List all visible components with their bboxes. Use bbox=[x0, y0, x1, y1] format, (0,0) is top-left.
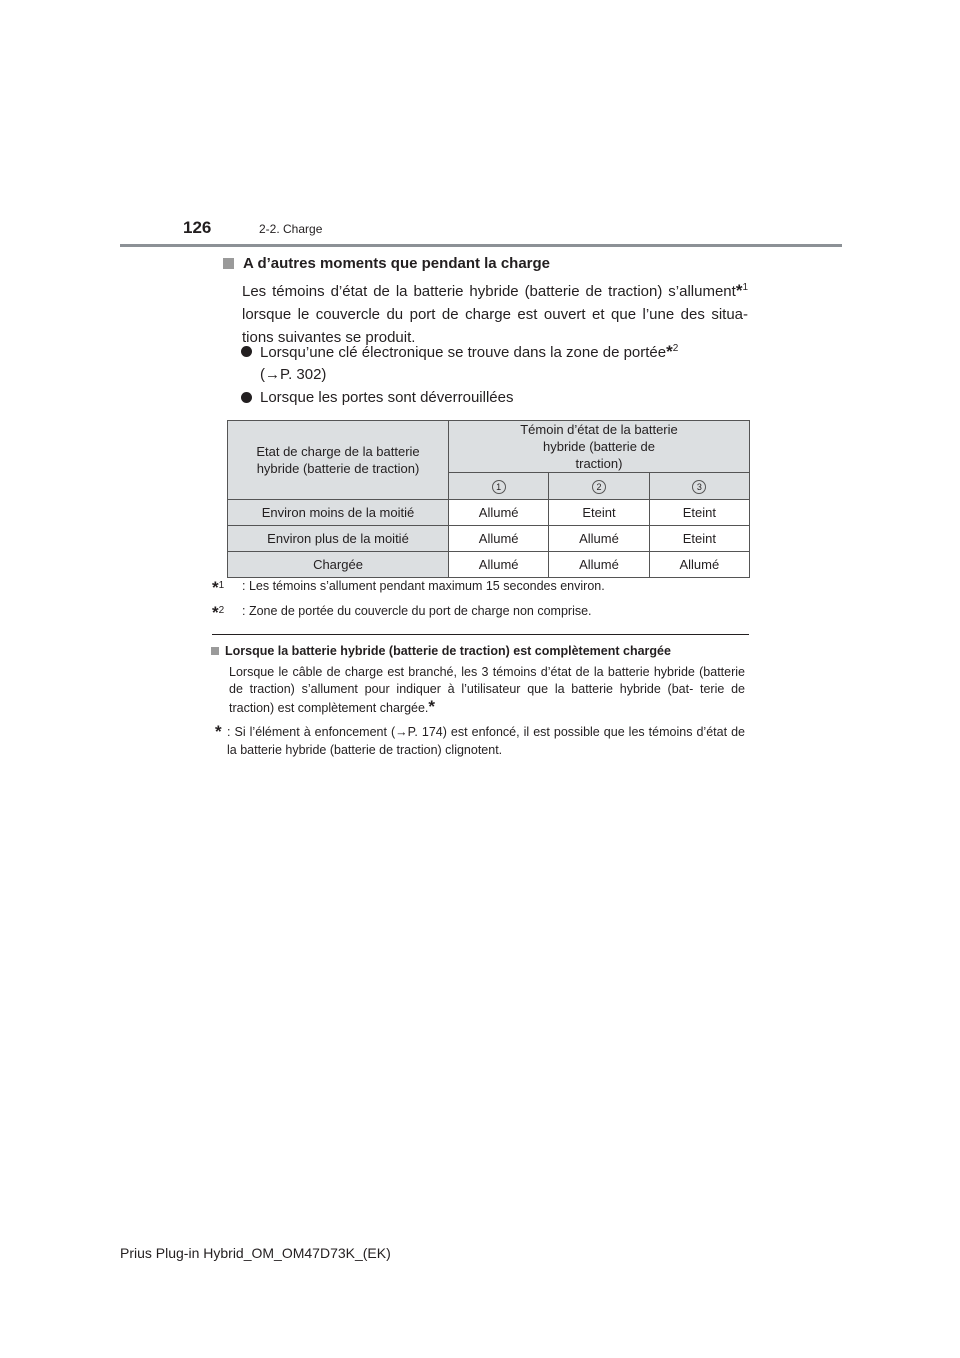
footnote-item bbox=[212, 602, 592, 623]
asterisk-icon: * bbox=[212, 578, 219, 598]
table-cell: Allumé bbox=[449, 500, 549, 526]
table-cell: Allumé bbox=[449, 526, 549, 552]
info-paragraph bbox=[229, 664, 745, 717]
table-cell: Allumé bbox=[549, 526, 649, 552]
intro-paragraph bbox=[242, 279, 748, 349]
footnote-item bbox=[212, 577, 605, 598]
indicator-number-cell bbox=[449, 473, 549, 500]
section-divider bbox=[212, 634, 749, 635]
status-table bbox=[227, 420, 750, 578]
footnote-number: 2 bbox=[218, 605, 225, 616]
section-label: 2-2. Charge bbox=[259, 222, 323, 236]
footnote-item bbox=[215, 723, 745, 759]
list-item bbox=[241, 340, 678, 364]
document-footer: Prius Plug-in Hybrid_OM_OM47D73K_(EK) bbox=[120, 1245, 391, 1261]
info-text: Lorsque le câble de charge est branché, les 3 témoins d’état de la batterie hybride (batterie de traction) s’allument pour indiquer à l’utilisateur que la batterie hybride (bat- terie de traction) est complètement chargée. bbox=[229, 665, 745, 715]
table-cell: Allumé bbox=[449, 552, 549, 578]
list-item-text bbox=[260, 340, 678, 364]
indicator-number-cell bbox=[649, 473, 749, 500]
intro-text-part2: lorsque le couvercle du port de charge est ouvert et que l’une des situa- tions suivantes se produit. bbox=[242, 306, 748, 346]
page-number: 126 bbox=[183, 218, 212, 237]
row-header-cell: Environ moins de la moitié bbox=[228, 500, 449, 526]
asterisk-icon: * bbox=[735, 281, 743, 300]
column-header-state: Etat de charge de la batterie hybride (batterie de traction) bbox=[228, 421, 449, 500]
footnote-ref: 1 bbox=[742, 282, 748, 293]
table-row bbox=[228, 526, 750, 552]
list-item-label: Lorsqu’une clé électronique se trouve dans la zone de portée bbox=[260, 344, 667, 361]
table-cell: Allumé bbox=[649, 552, 749, 578]
square-bullet-icon bbox=[223, 258, 234, 269]
section-heading-text: A d’autres moments que pendant la charge bbox=[243, 255, 551, 272]
section-heading bbox=[211, 644, 671, 658]
section-heading-text: Lorsque la batterie hybride (batterie de traction) est complètement chargée bbox=[225, 644, 671, 658]
footnote-number: 1 bbox=[218, 580, 225, 591]
row-header-cell: Chargée bbox=[228, 552, 449, 578]
row-header-cell: Environ plus de la moitié bbox=[228, 526, 449, 552]
asterisk-icon: * bbox=[212, 603, 219, 623]
bullet-icon bbox=[241, 392, 252, 403]
header-rule bbox=[120, 244, 842, 247]
indicator-number-cell bbox=[549, 473, 649, 500]
circled-number: 1 bbox=[492, 480, 506, 494]
footnote-text: : Zone de portée du couvercle du port de charge non comprise. bbox=[242, 604, 592, 618]
asterisk-icon: * bbox=[215, 722, 222, 741]
circled-number: 2 bbox=[592, 480, 606, 494]
footnote-mark bbox=[212, 602, 242, 623]
table-cell: Eteint bbox=[549, 500, 649, 526]
table-cell: Eteint bbox=[649, 526, 749, 552]
page-reference: (→P. 302) bbox=[260, 366, 327, 383]
section-heading bbox=[223, 255, 550, 272]
footnote-mark bbox=[212, 577, 242, 598]
column-header-indicator: Témoin d’état de la batterie hybride (batterie de traction) bbox=[449, 421, 750, 473]
bullet-icon bbox=[241, 346, 252, 357]
circled-number: 3 bbox=[692, 480, 706, 494]
footnote-ref: 2 bbox=[672, 343, 679, 354]
asterisk-icon: * bbox=[666, 342, 673, 361]
asterisk-icon: * bbox=[428, 697, 436, 716]
table-cell: Eteint bbox=[649, 500, 749, 526]
footnote-text: : Les témoins s’allument pendant maximum 15 secondes environ. bbox=[242, 579, 605, 593]
list-item-label: Lorsque les portes sont déverrouillées bbox=[260, 389, 514, 406]
table-row bbox=[228, 500, 750, 526]
table-cell: Allumé bbox=[549, 552, 649, 578]
intro-text-part1: Les témoins d’état de la batterie hybride (batterie de traction) s’allument bbox=[242, 283, 736, 300]
square-bullet-icon bbox=[211, 647, 219, 655]
footnote-text: : Si l’élément à enfoncement (→P. 174) est enfoncé, il est possible que les témoins d’état de la batterie hybride (batterie de traction) clignotent. bbox=[227, 725, 745, 757]
list-item bbox=[241, 386, 513, 409]
table-row bbox=[228, 552, 750, 578]
